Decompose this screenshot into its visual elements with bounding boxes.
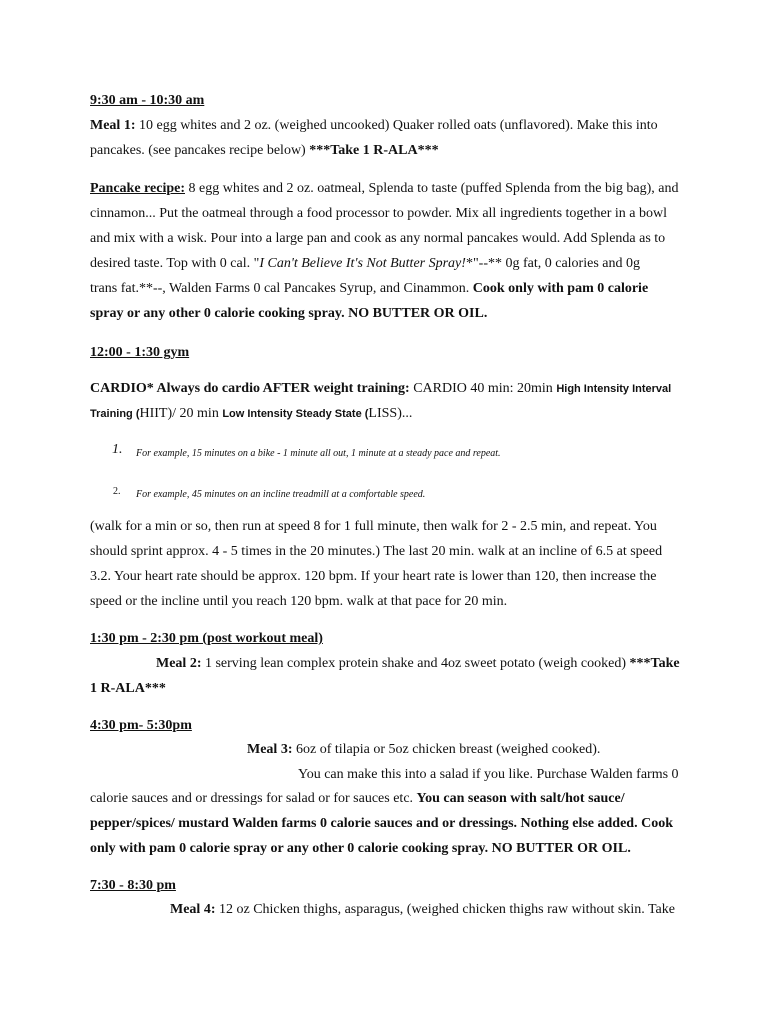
liss-label: Low Intensity Steady State (	[222, 408, 369, 420]
pancake-line-3: and mix with a wisk. Pour into a large pan and cook as any normal pancakes would. Add Splenda as to	[90, 231, 666, 246]
pancake-line-4	[90, 255, 640, 273]
pancake-line-1	[90, 180, 679, 198]
hiit-label-1: High Intensity Interval	[556, 383, 672, 395]
hiit-label-2: Training (	[90, 408, 140, 420]
meal2-supplement-1: ***Take	[629, 656, 680, 671]
pancake-text-4a: desired taste. Top with 0 cal. "	[90, 256, 260, 271]
pancake-recipe-label: Pancake recipe:	[90, 181, 185, 196]
meal3-text-3a: calorie sauces and or dressings for salad or for sauces etc.	[90, 791, 417, 806]
meal3-line-3	[90, 790, 625, 808]
pancake-text-5b: Cook only with pam 0 calorie	[472, 281, 649, 296]
meal3-line-5: only with pam 0 calorie spray or any other 0 calorie cooking spray. NO BUTTER OR OIL.	[90, 841, 631, 856]
list-number-1: 1.	[112, 442, 123, 457]
cardio-para-4: speed or the incline until you reach 120 bpm. walk at that pace for 20 min.	[90, 594, 508, 609]
meal1-label: Meal 1:	[90, 118, 136, 133]
cardio-para-3: 3.2. Your heart rate should be approx. 120 bpm. If your heart rate is lower than 120, then increase the	[90, 569, 657, 584]
meal3-label: Meal 3:	[247, 742, 293, 757]
list-number-2: 2.	[113, 486, 121, 497]
meal3-line-2: You can make this into a salad if you like. Purchase Walden farms 0	[298, 767, 679, 782]
pancake-text-1: 8 egg whites and 2 oz. oatmeal, Splenda to taste (puffed Splenda from the big bag), and	[185, 181, 679, 196]
pancake-line-5	[90, 280, 648, 298]
meal3-time-heading: 4:30 pm- 5:30pm	[90, 718, 192, 733]
meal1-line-1	[90, 117, 658, 135]
meal3-text-1: 6oz of tilapia or 5oz chicken breast (weighed cooked).	[292, 742, 601, 757]
pancake-text-5a: trans fat.**--, Walden Farms 0 cal Pancakes Syrup, and Cinammon.	[90, 281, 473, 296]
pancake-text-4c: *"--** 0g fat, 0 calories and 0g	[465, 256, 640, 271]
cardio-text-3: LISS)...	[368, 406, 413, 421]
cardio-para-1: (walk for a min or so, then run at speed 8 for 1 full minute, then walk for 2 - 2.5 min, and repeat. You	[90, 519, 657, 534]
meal1-time-heading: 9:30 am - 10:30 am	[90, 93, 205, 108]
meal1-supplement: ***Take 1 R-ALA***	[309, 143, 439, 158]
meal2-time-heading: 1:30 pm - 2:30 pm (post workout meal)	[90, 631, 323, 646]
pancake-line-2: cinnamon... Put the oatmeal through a food processor to powder. Mix all ingredients together in a bowl	[90, 206, 667, 221]
meal2-text-1: 1 serving lean complex protein shake and 4oz sweet potato (weigh cooked)	[201, 656, 630, 671]
meal2-label: Meal 2:	[156, 656, 202, 671]
list-item-1: For example, 15 minutes on a bike - 1 minute all out, 1 minute at a steady pace and repeat.	[136, 448, 501, 459]
pancake-line-6: spray or any other 0 calorie cooking spray. NO BUTTER OR OIL.	[90, 306, 488, 321]
cardio-heading: CARDIO* Always do cardio AFTER weight training:	[90, 381, 410, 396]
pancake-brand-italic: I Can't Believe It's Not Butter Spray!	[259, 256, 466, 271]
meal4-text-1: 12 oz Chicken thighs, asparagus, (weighed chicken thighs raw without skin. Take	[215, 902, 675, 917]
meal4-line-1	[170, 901, 675, 919]
meal4-time-heading: 7:30 - 8:30 pm	[90, 878, 176, 893]
meal1-line-2	[90, 142, 439, 160]
cardio-line-1	[90, 380, 671, 398]
meal1-text-2: pancakes. (see pancakes recipe below)	[90, 143, 310, 158]
cardio-line-2	[90, 405, 412, 423]
list-item-2: For example, 45 minutes on an incline treadmill at a comfortable speed.	[136, 489, 426, 500]
meal2-supplement-2: 1 R-ALA***	[90, 681, 166, 696]
meal2-line-1	[156, 655, 680, 673]
cardio-para-2: should sprint approx. 4 - 5 times in the 20 minutes.) The last 20 min. walk at an incline of 6.5 at speed	[90, 544, 663, 559]
meal4-label: Meal 4:	[170, 902, 216, 917]
meal3-line-4: pepper/spices/ mustard Walden farms 0 calorie sauces and or dressings. Nothing else added. Cook	[90, 816, 673, 831]
meal3-line-1	[247, 741, 600, 759]
cardio-text-2: HIIT)/ 20 min	[139, 406, 223, 421]
cardio-text-1: CARDIO 40 min: 20min	[409, 381, 557, 396]
gym-time-heading: 12:00 - 1:30 gym	[90, 345, 190, 360]
meal1-text-1: 10 egg whites and 2 oz. (weighed uncooked) Quaker rolled oats (unflavored). Make this into	[135, 118, 658, 133]
meal3-text-3b: You can season with salt/hot sauce/	[416, 791, 625, 806]
